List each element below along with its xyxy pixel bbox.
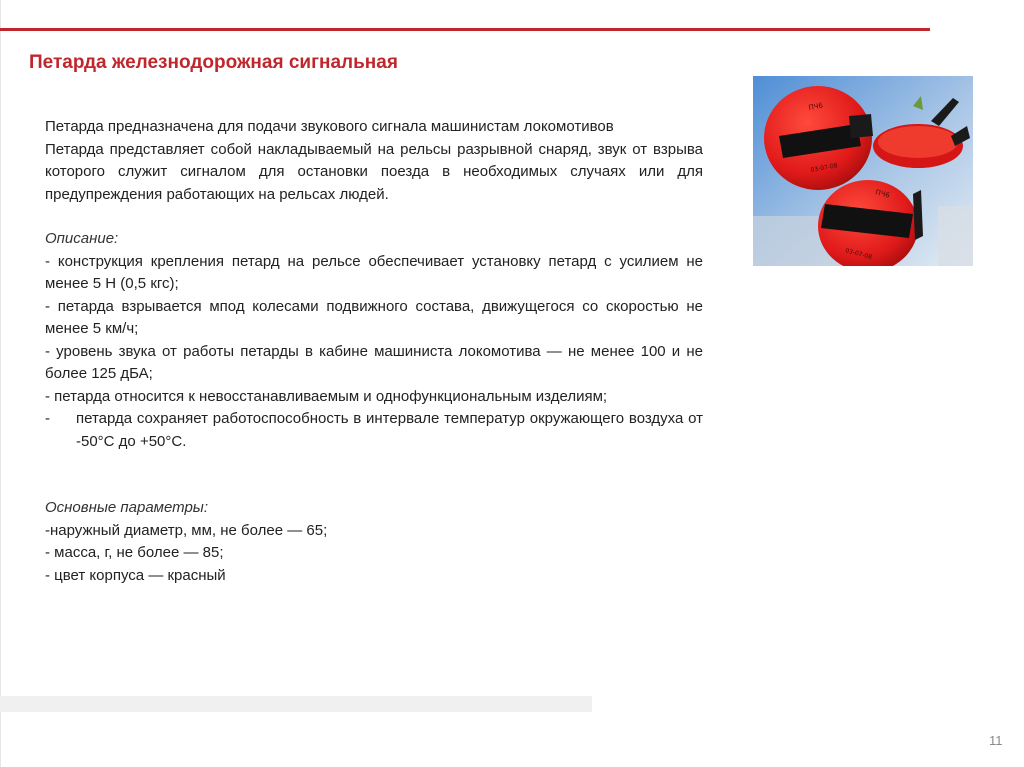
description-item: - конструкция крепления петард на рельсе обеспечивает установку петард с усилием не менее 5 Н (0,5 кгс);	[45, 252, 703, 292]
parameter-item: -наружный диаметр, мм, не более — 65;	[45, 521, 328, 539]
description-item-text: петарда сохраняет работоспособность в интервале температур окружающего воздуха от -50°С до +50°С.	[76, 410, 703, 450]
slide-title: Петарда железнодорожная сигнальная	[29, 52, 398, 73]
slide-left-border	[0, 0, 1, 767]
intro-paragraph-2: Петарда представляет собой накладываемый на рельсы разрывной снаряд, звук от взрыва которого служит сигналом для остановки поезда в необходимых случаях или для предупреждения работающих на рельсах людей.	[45, 140, 703, 203]
intro-block	[45, 116, 703, 206]
description-item: - уровень звука от работы петарды в кабине машиниста локомотива — не менее 100 и не более 125 дБА;	[45, 342, 703, 382]
top-red-rule	[0, 28, 930, 31]
slide-body	[45, 116, 703, 587]
description-item-hanging	[45, 408, 703, 453]
svg-text:03-07-08: 03-07-08	[810, 162, 839, 174]
bottom-bar	[0, 696, 592, 712]
svg-text:ПЧ6: ПЧ6	[807, 101, 824, 112]
parameter-item: - масса, г, не более — 85;	[45, 544, 224, 561]
bullet-dash: -	[45, 410, 50, 427]
description-label: Описание:	[45, 230, 119, 247]
parameters-label: Основные параметры:	[45, 499, 209, 516]
page-number: 11	[989, 733, 1003, 748]
petard-photo	[753, 76, 973, 266]
svg-text:03-07-08: 03-07-08	[844, 247, 873, 261]
description-item: - петарда относится к невосстанавливаемым и однофункциональным изделиям;	[45, 387, 608, 405]
svg-text:ПЧ6: ПЧ6	[874, 188, 891, 200]
parameter-item: - цвет корпуса — красный	[45, 566, 226, 584]
intro-paragraph-1: Петарда предназначена для подачи звукового сигнала машинистам локомотивов	[45, 118, 614, 135]
description-item: - петарда взрывается мпод колесами подвижного состава, движущегося со скоростью не менее 5 км/ч;	[45, 297, 703, 337]
